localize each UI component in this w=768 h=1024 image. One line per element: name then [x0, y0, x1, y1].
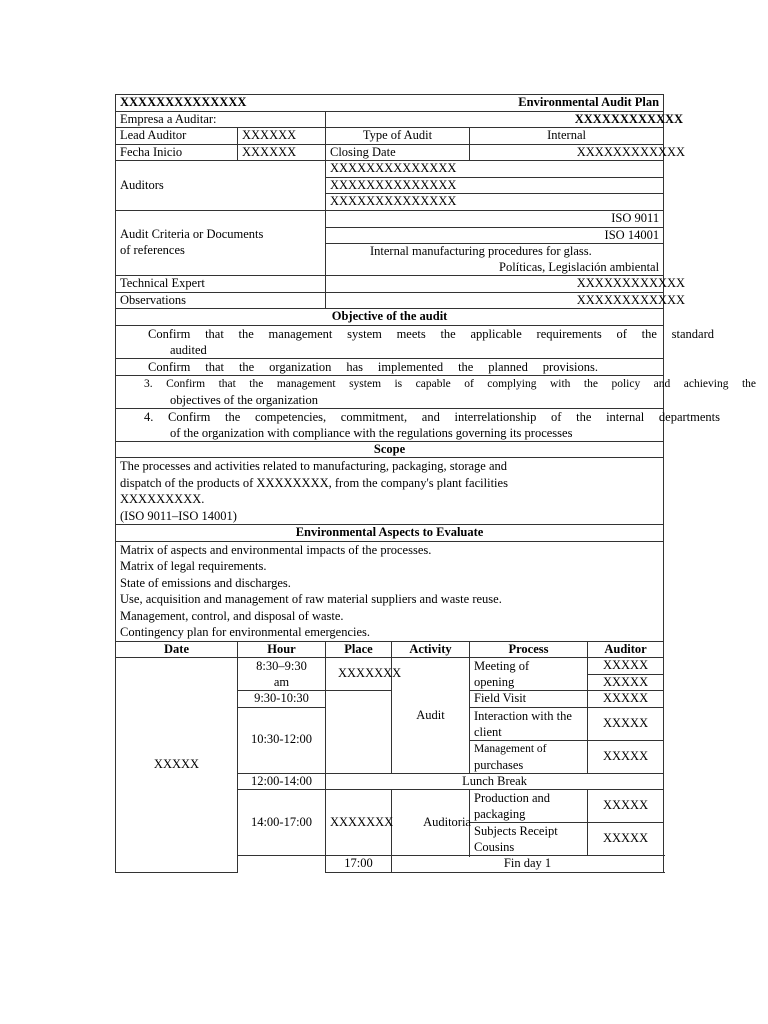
schedule-auditor: XXXXX [588, 740, 664, 773]
aspects-list [116, 541, 664, 641]
audit-plan-document [115, 94, 756, 873]
schedule-activity: Audit [392, 658, 470, 774]
company-label: Empresa a Auditar: [116, 111, 326, 128]
technical-expert-value: XXXXXXXXXXXX [326, 276, 664, 293]
auditor-name: XXXXXXXXXXXXXX [326, 194, 664, 211]
blank-cell [238, 856, 326, 873]
objective-title: Objective of the audit [116, 309, 664, 326]
schedule-auditor: XXXXX [588, 823, 664, 856]
technical-expert-label: Technical Expert [116, 276, 326, 293]
company-value: XXXXXXXXXXXX [326, 111, 664, 128]
schedule-header-place: Place [326, 641, 392, 658]
aspect-item: Matrix of aspects and environmental impacts of the processes. [120, 542, 432, 557]
schedule-process: Interaction with the client [470, 707, 588, 740]
schedule-hour: 14:00-17:00 [238, 790, 326, 856]
document-header [116, 95, 664, 112]
aspect-item: Use, acquisition and management of raw material suppliers and waste reuse. [120, 592, 502, 606]
auditor-name: XXXXXXXXXXXXXX [326, 161, 664, 178]
document-title: Environmental Audit Plan [518, 95, 660, 109]
schedule-process: Management of purchases [470, 740, 588, 773]
aspects-title: Environmental Aspects to Evaluate [116, 525, 664, 542]
objective-item: Confirm that the management system meets the applicable requirements of the standard audited [116, 325, 664, 358]
audit-plan-table [115, 94, 756, 873]
start-date-value: XXXXXX [238, 144, 326, 161]
type-of-audit-label: Type of Audit [326, 128, 470, 145]
schedule-auditor: XXXXX [588, 691, 664, 708]
criteria-label-line2: of references [120, 242, 185, 257]
schedule-place: XXXXXXX [326, 790, 392, 856]
schedule-process: Field Visit [470, 691, 588, 708]
schedule-process: Meeting of opening [470, 658, 588, 691]
criteria-item: ISO 14001 [326, 227, 664, 244]
observations-label: Observations [116, 292, 326, 309]
end-day: Fin day 1 [392, 856, 664, 873]
aspect-item: Management, control, and disposal of waste. [120, 608, 344, 623]
aspect-item: Matrix of legal requirements. [120, 559, 267, 573]
document-code: XXXXXXXXXXXXXX [120, 95, 247, 109]
auditor-name: XXXXXXXXXXXXXX [326, 177, 664, 194]
schedule-hour: 8:30–9:30 am [238, 658, 326, 691]
auditors-label: Auditors [116, 161, 326, 211]
schedule-hour: 10:30-12:00 [238, 707, 326, 773]
closing-date-value: XXXXXXXXXXXX [470, 144, 664, 161]
schedule-hour: 9:30-10:30 [238, 691, 326, 708]
schedule-auditor: XXXXX [588, 790, 664, 823]
lead-auditor-value: XXXXXX [238, 128, 326, 145]
criteria-item: ISO 9011 [326, 210, 664, 227]
schedule-process: Production and packaging [470, 790, 588, 823]
schedule-auditor: XXXXX [588, 707, 664, 740]
objective-item: 4. Confirm the competencies, commitment, and interrelationship of the internal departments of the organization with compliance with the regulations governing its processes [116, 408, 664, 441]
closing-date-label: Closing Date [326, 144, 470, 161]
schedule-activity: Auditoria [392, 790, 470, 856]
schedule-header-hour: Hour [238, 641, 326, 658]
criteria-label-line1: Audit Criteria or Documents [120, 227, 264, 242]
criteria-item: Internal manufacturing procedures for glass. [326, 244, 664, 260]
aspect-item: State of emissions and discharges. [120, 575, 291, 590]
schedule-place-empty [326, 691, 392, 774]
lead-auditor-label: Lead Auditor [116, 128, 238, 145]
start-date-label: Fecha Inicio [116, 144, 238, 161]
observations-value: XXXXXXXXXXXX [326, 292, 664, 309]
schedule-auditor: XXXXX [588, 658, 664, 675]
schedule-hour: 17:00 [326, 856, 392, 873]
schedule-place: XXXXXXX [326, 658, 392, 691]
aspect-item: Contingency plan for environmental emergencies. [120, 625, 371, 639]
schedule-hour: 12:00-14:00 [238, 773, 326, 790]
schedule-auditor: XXXXX [588, 674, 664, 691]
objective-item: Confirm that the organization has implemented the planned provisions. [116, 358, 664, 375]
criteria-label [116, 210, 326, 276]
criteria-item: Políticas, Legislación ambiental [326, 260, 664, 276]
lunch-break: Lunch Break [326, 773, 664, 790]
scope-text: The processes and activities related to manufacturing, packaging, storage and dispatch of the products of XXXXXXXX, from the company's plant facilities XXXXXXXXX. (ISO 9011–ISO 14001) [116, 458, 664, 525]
schedule-process: Subjects Receipt Cousins [470, 823, 588, 856]
objective-item: 3. Confirm that the management system is capable of complying with the policy and achieving the objectives of the organization [116, 375, 664, 408]
schedule-header-auditor: Auditor [588, 641, 664, 658]
schedule-date: XXXXX [116, 658, 238, 873]
schedule-header-date: Date [116, 641, 238, 658]
type-of-audit-value: Internal [470, 128, 664, 145]
schedule-header-process: Process [470, 641, 588, 658]
schedule-header-activity: Activity [392, 641, 470, 658]
scope-title: Scope [116, 441, 664, 458]
